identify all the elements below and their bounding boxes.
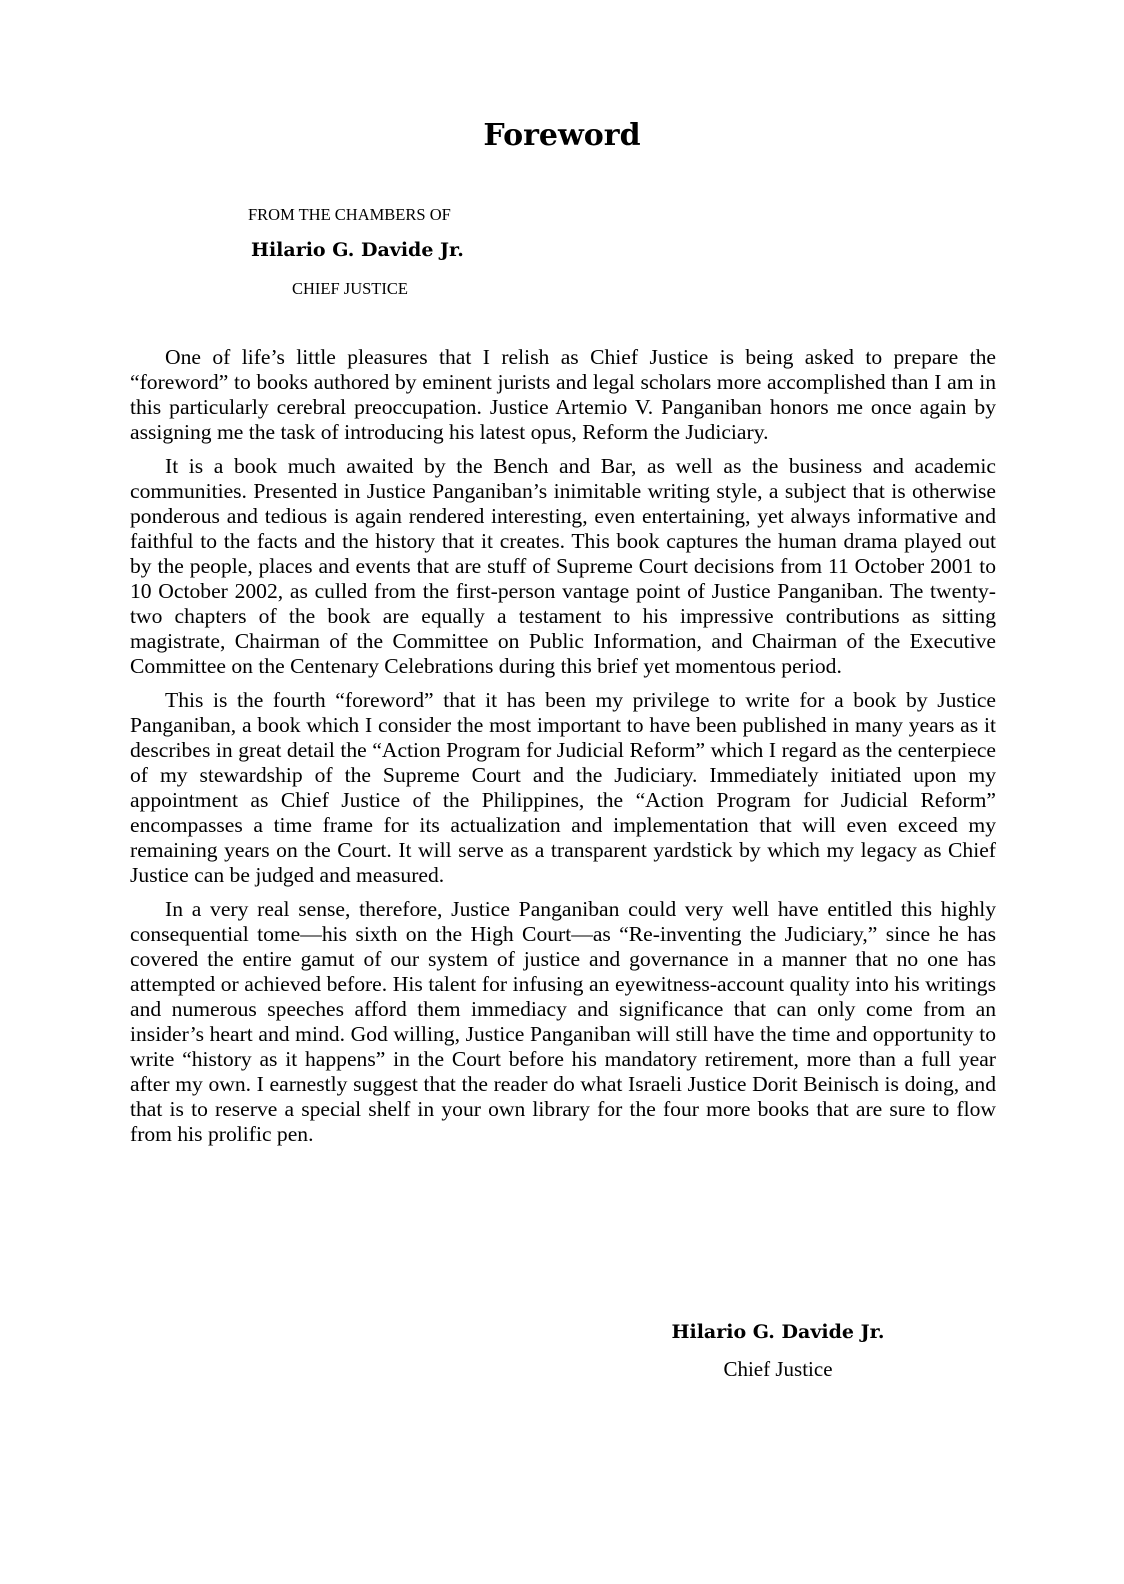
body-paragraph: It is a book much awaited by the Bench and Bar, as well as the business and academic communities. Presented in Justice Panganiban’s inimitable writing style, a subject that is otherwise ponderous and tedious is again rendered interesting, even entertaining, yet always informative and faithful to the facts and the history that it creates. This book captures the human drama played out by the people, places and events that are stuff of Supreme Court decisions from 11 October 2001 to 10 October 2002, as culled from the first-person vantage point of Justice Panganiban. The twenty-two chapters of the book are equally a testament to his impressive contributions as sitting magistrate, Chairman of the Committee on Public Information, and Chairman of the Executive Committee on the Centenary Celebrations during this brief yet momentous period. [130,454,996,678]
chambers-header [240,204,490,300]
signature-block [640,1318,916,1382]
chambers-author-position: CHIEF JUSTICE [292,279,408,298]
signature-title: Chief Justice [723,1357,833,1381]
chambers-from-label: FROM THE CHAMBERS OF [248,205,451,224]
body-paragraph: One of life’s little pleasures that I relish as Chief Justice is being asked to prepare the “foreword” to books authored by eminent jurists and legal scholars more accomplished than I am in this particularly cerebral preoccupation. Justice Artemio V. Panganiban honors me once again by assigning me the task of introducing his latest opus, Reform the Judiciary. [130,345,996,444]
chambers-author-name: Hilario G. Davide Jr. [251,239,464,261]
body-paragraph: In a very real sense, therefore, Justice Panganiban could very well have entitled this highly consequential tome—his sixth on the High Court—as “Re-inventing the Judiciary,” since he has covered the entire gamut of our system of justice and governance in a manner that no one has attempted or achieved before. His talent for infusing an eyewitness-account quality into his writings and numerous speeches afford them immediacy and significance that can only come from an insider’s heart and mind. God willing, Justice Panganiban will still have the time and opportunity to write “history as it happens” in the Court before his mandatory retirement, more than a full year after my own. I earnestly suggest that the reader do what Israeli Justice Dorit Beinisch is doing, and that is to reserve a special shelf in your own library for the four more books that are sure to flow from his prolific pen. [130,897,996,1146]
page-title: Foreword [483,118,641,153]
foreword-body [130,345,996,1156]
signature-name: Hilario G. Davide Jr. [671,1321,885,1343]
body-paragraph: This is the fourth “foreword” that it has been my privilege to write for a book by Justice Panganiban, a book which I consider the most important to have been published in many years as it describes in great detail the “Action Program for Judicial Reform” which I regard as the centerpiece of my stewardship of the Supreme Court and the Judiciary. Immediately initiated upon my appointment as Chief Justice of the Philippines, the “Action Program for Judicial Reform” encompasses a time frame for its actualization and implementation that will even exceed my remaining years on the Court. It will serve as a transparent yardstick by which my legacy as Chief Justice can be judged and measured. [130,688,996,887]
